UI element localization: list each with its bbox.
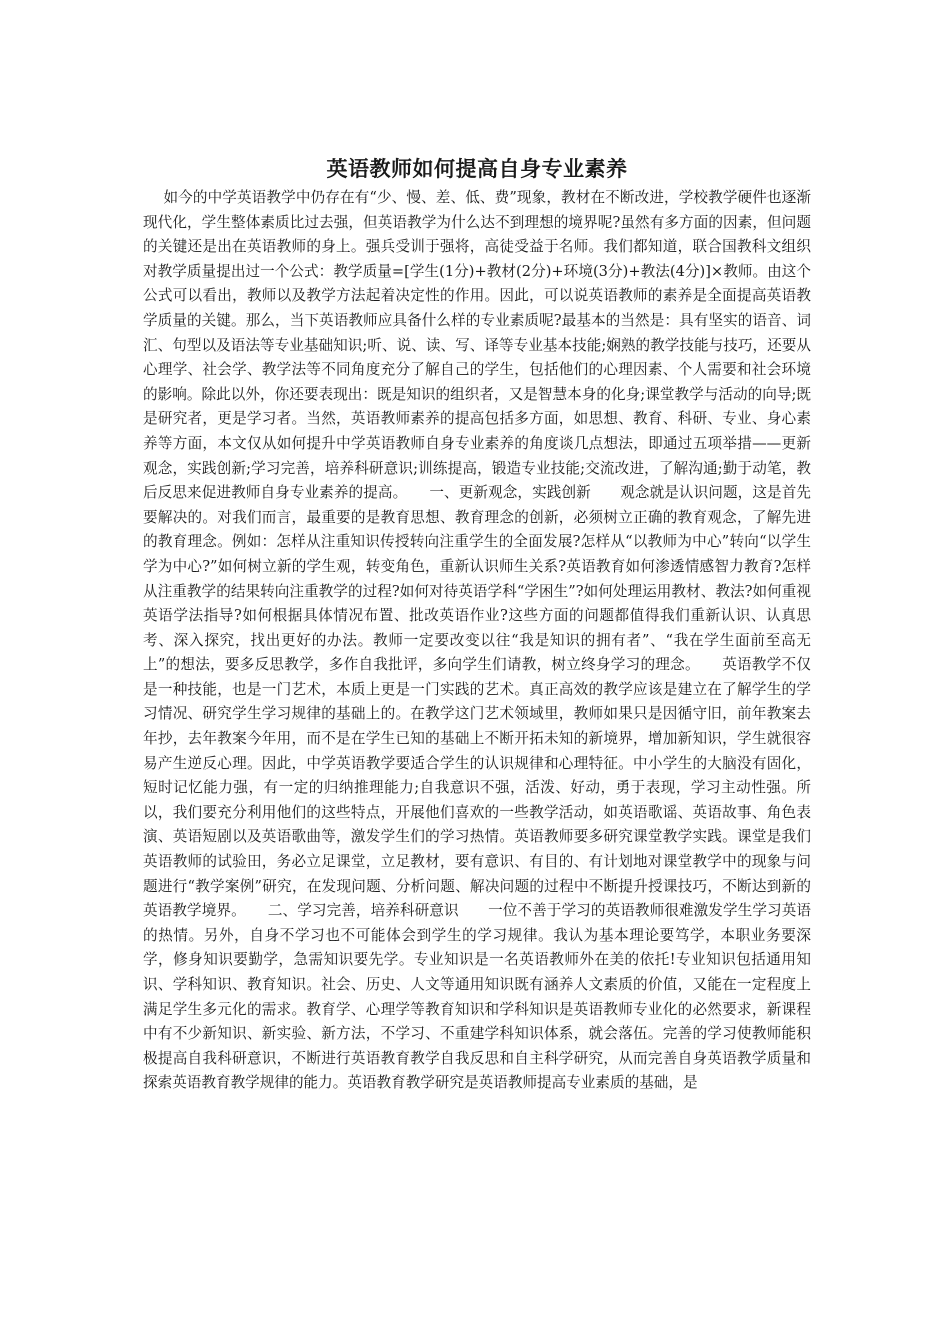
document-title: 英语教师如何提高自身专业素养 [326, 156, 628, 181]
document-body: 如今的中学英语教学中仍存在有“少、慢、差、低、费”现象，教材在不断改进，学校教学硬件也逐渐现代化，学生整体素质比过去强，但英语教学为什么达不到理想的境界呢?虽然有多方面的因素，但问题的关键还是出在英语教师的身上。强兵受训于强将，高徒受益于名师。我们都知道，联合国教科文组织对教学质量提出过一个公式：教学质量=[学生(1分)+教材(2分)+环境(3分)+教法(4分)]×教师。由这个公式可以看出，教师以及教学方法起着决定性的作用。因此，可以说英语教师的素养是全面提高英语教学质量的关键。那么，当下英语教师应具备什么样的专业素质呢?最基本的当然是：具有坚实的语音、词汇、句型以及语法等专业基础知识;听、说、读、写、译等专业基本技能;娴熟的教学技能与技巧，还要从心理学、社会学、教学法等不同角度充分了解自己的学生，包括他们的心理因素、个人需要和社会环境的影响。除此以外，你还要表现出：既是知识的组织者，又是智慧本身的化身;课堂教学与活动的向导;既是研究者，更是学习者。当然，英语教师素养的提高包括多方面，如思想、教育、科研、专业、身心素养等方面，本文仅从如何提升中学英语教师自身专业素养的角度谈几点想法，即通过五项举措——更新观念，实践创新;学习完善，培养科研意识;训练提高，锻造专业技能;交流改进，了解沟通;勤于动笔，教后反思来促进教师自身专业素养的提高。 一、更新观念，实践创新 观念就是认识问题，这是首先要解决的。对我们而言，最重要的是教育思想、教育理念的创新，必须树立正确的教育观念，了解先进的教育理念。例如：怎样从注重知识传授转向注重学生的全面发展?怎样从“以教师为中心”转向“以学生学为中心?”如何树立新的学生观，转变角色，重新认识师生关系?英语教育如何渗透情感智力教育?怎样从注重教学的结果转向注重教学的过程?如何对待英语学科“学困生”?如何处理运用教材、教法?如何重视英语学法指导?如何根据具体情况布置、批改英语作业?这些方面的问题都值得我们重新认识、认真思考、深入探究，找出更好的办法。教师一定要改变以往“我是知识的拥有者”、“我在学生面前至高无上”的想法，要多反思教学，多作自我批评，多向学生们请教，树立终身学习的理念。 英语教学不仅是一种技能，也是一门艺术，本质上更是一门实践的艺术。真正高效的教学应该是建立在了解学生的学习情况、研究学生学习规律的基础上的。在教学这门艺术领域里，教师如果只是因循守旧，前年教案去年抄，去年教案今年用，而不是在学生已知的基础上不断开拓未知的新境界，增加新知识，学生就很容易产生逆反心理。因此，中学英语教学要适合学生的认识规律和心理特征。中小学生的大脑没有固化，短时记忆能力强，有一定的归纳推理能力;自我意识不强，活泼、好动，勇于表现，学习主动性强。所以，我们要充分利用他们的这些特点，开展他们喜欢的一些教学活动，如英语歌谣、英语故事、角色表演、英语短剧以及英语歌曲等，激发学生们的学习热情。英语教师要多研究课堂教学实践。课堂是我们英语教师的试验田，务必立足课堂，立足教材，要有意识、有目的、有计划地对课堂教学中的现象与问题进行“教学案例”研究，在发现问题、分析问题、解决问题的过程中不断提升授课技巧，不断达到新的英语教学境界。 二、学习完善，培养科研意识 一位不善于学习的英语教师很难激发学生学习英语的热情。另外，自身不学习也不可能体会到学生的学习规律。我认为基本理论要笃学，本职业务要深学，修身知识要勤学，急需知识要先学。专业知识是一名英语教师外在美的依托!专业知识包括通用知识、学科知识、教育知识。社会、历史、人文等通用知识既有涵养人文素质的价值，又能在一定程度上满足学生多元化的需求。教育学、心理学等教育知识和学科知识是英语教师专业化的必然要求，新课程中有不少新知识、新实验、新方法，不学习、不重建学科知识体系，就会落伍。完善的学习使教师能积极提高自我科研意识，不断进行英语教育教学自我反思和自主科学研究，从而完善自身英语教学质量和探索英语教育教学规律的能力。英语教育教学研究是英语教师提高专业素质的基础，是 [143, 189, 811, 1092]
document-page [143, 154, 811, 1096]
